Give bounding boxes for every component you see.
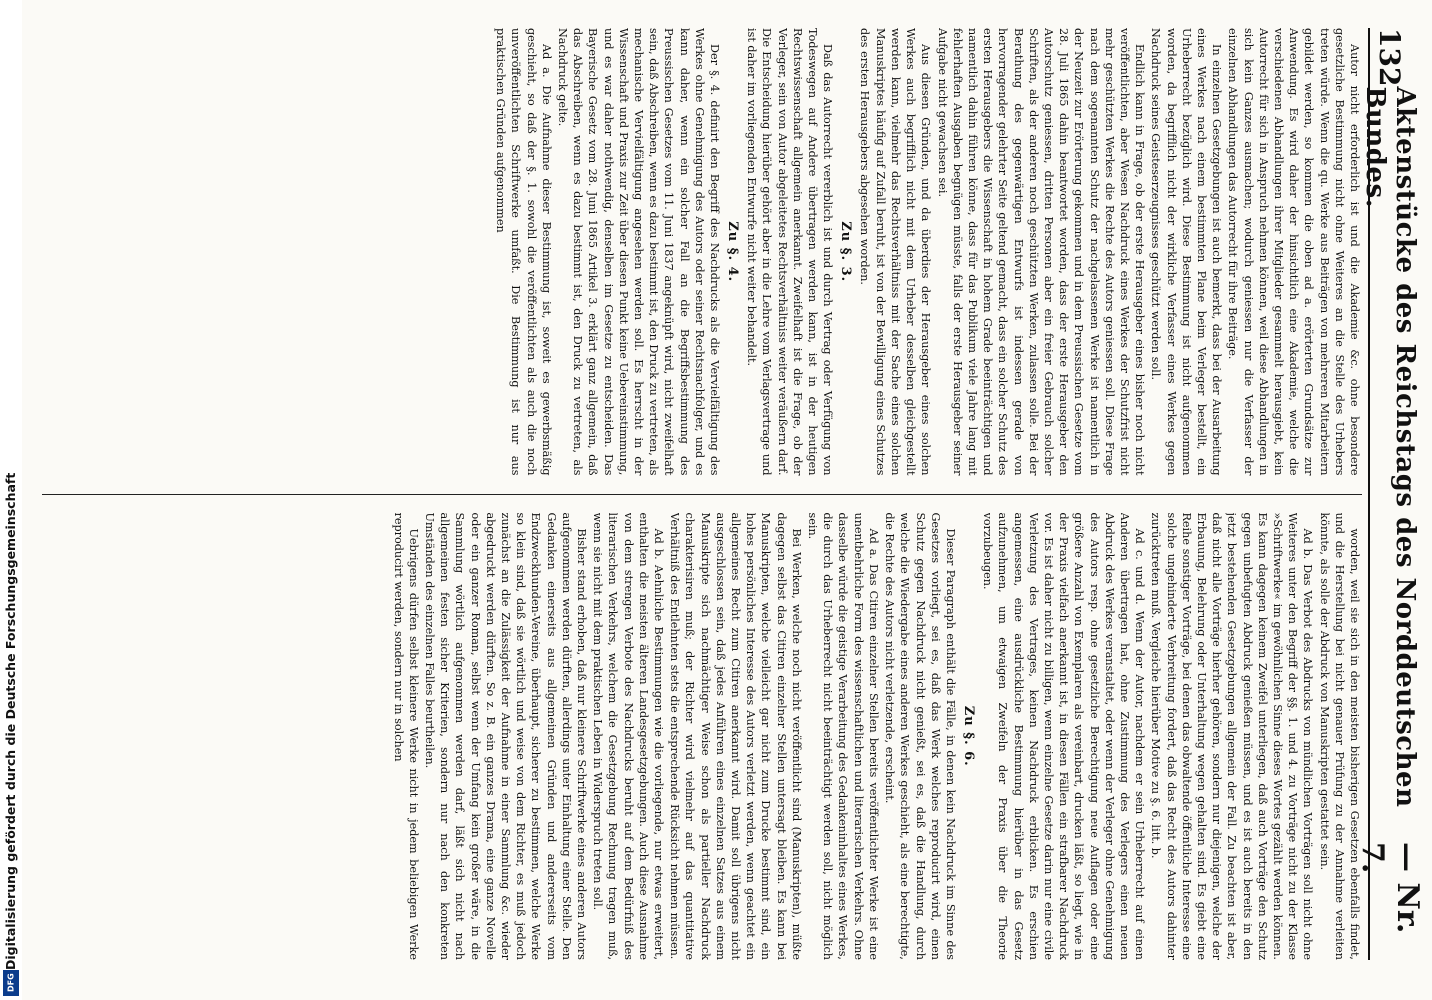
sidebar-strip [0, 0, 22, 1000]
scanned-page [22, 0, 1432, 1000]
paragraph: Ad a. Das Citiren einzelner Stellen bereits veröffentlichter Werke ist eine unentbehrliche Form des wissenschaftlichen und literarischen Verkehrs. Ohne dasselbe würde die geistige Verarbeitung des Gedankeninhaltes eines Werkes, die durch das Urheberrecht nicht beeinträchtigt werden soll, nicht möglich sein. [806, 512, 880, 960]
paragraph: Ad b. Das Verbot des Abdrucks von mündlichen Vorträgen soll nicht ohne Weiteres unter den Begriff der §§. 1. und 4. zu Vorträge nicht zu der Klasse »Schriftwerke« im gewöhnlichen Sinne dieses Wortes gezählt werden können. Es kann dagegen keinem Zweifel unterliegen, daß auch Vorträge den Schutz gegen unbefugten Abdruck genießen müssen, und es ist auch bereits in den jetzt bestehenden Gesetzgebungen allgemein der Fall. Zu beachten ist aber, daß nicht alle Vorträge hierher gehören, sondern nur diejenigen, welche der Erbauung, Belehrung oder Unterhaltung wegen gehalten sind. Es giebt eine Reihe sonstiger Vorträge, bei denen das obwaltende öffentliche Interesse eine solche ungehinderte Verbreitung fordert, daß das Recht des Autors dahinter zurücktreten muß. Vergleiche hierüber Motive zu §. 6. litt. b. [1149, 512, 1315, 960]
paragraph: Ad a. Die Aufnahme dieser Bestimmung ist, soweit es gewerbsmäßig geschieht, so daß der §. 1. sowohl die veröffentlichten als auch die noch unveröffentlichten Schriftwerke umfaßt. Die Bestimmung ist nur aus praktischen Gründen aufgenommen [494, 28, 553, 476]
section-heading: Zu §. 6. [960, 705, 976, 767]
paragraph: Endlich kann in Frage, ob der erste Herausgeber eines bisher noch nicht veröffentlichten, aber Wesen Nachdruck eines Werkes der Schutzfrist nicht mehr geschützten Werkes die Rechte des Autors geniessen soll. Diese Frage nach dem sogenannten Schutz der nachgelassenen Werke ist namentlich in der Neuzeit zur Erörterung gekommen und in dem Preussischen Gesetze vom 28. Juli 1865 dahin beantwortet worden, dass der erste Herausgeber den Autorschutz geniessen, dritten Personen aber ein freier Gebrauch solcher Schriften, als der anderen noch geschützten Werken, zulassen solle. Bei der Berathung des gegenwärtigen Entwurfs ist indessen gerade von hervorragender gelehrter Seite geltend gemacht, dass ein solcher Schutz des ersten Herausgebers die Wissenschaft in hohem Grade beeinträchtigen und namentlich dahin führen könne, dass für das Publikum viele Jahre lang mit fehlerhaften Ausgaben begnügen müsste, falls der erste Herausgeber seiner Aufgabe nicht gewachsen sei. [935, 28, 1147, 476]
paragraph: Ad c. und d. Wenn der Autor, nachdem er sein Urheberrecht auf einen Anderen übertragen hat, ohne Zustimmung des Verlegers einen neuen Abdruck des Werkes veranstaltet, oder wenn der Verleger ohne Genehmigung des Autors resp. ohne gesetzliche Berechtigung neue Auflagen oder eine größere Anzahl von Exemplaren als vereinbart, drucken läßt, so liegt, wie in der Praxis vielfach anerkannt ist, in diesen Fällen ein strafbarer Nachdruck vor. Es ist daher nicht zu billigen, wenn einzelne Gesetze darin nur eine civile Verletzung des Vertrages, keinen Nachdruck erblicken. Es erschien angemessen, eine ausdrückliche Bestimmung hierüber in das Gesetz aufzunehmen, um etwaigen Zweifeln der Praxis über die Theorie vorzubeugen. [981, 512, 1147, 960]
paragraph: Dieser Paragraph enthält die Fälle, in denen kein Nachdruck im Sinne des Gesetzes vorliegt, sei es, daß das Werk welches reproducirt wird, einen Schutz gegen Nachdruck nicht genießt, sei es, daß die Handlung, durch welche die Wiedergabe eines anderen Werkes geschieht, als eine berechtigte, die Rechte des Autors nicht verletzende, erscheint. [883, 512, 957, 960]
right-column [42, 513, 1362, 961]
paragraph: Autor nicht erforderlich ist und die Akademie &c. ohne besondere gesetzliche Bestimmung nicht ohne Weiteres an die Stelle des Urhebers treten würde. Wenn die qu. Werke aus Beiträgen von mehreren Mitarbeitern gebildet werden, so kommen die oben ad a. erörterten Grundsätze zur Anwendung. Es wird daher der hinsichtlich eine Akademie, welche die verschiedenen Abhandlungen ihrer Mitglieder gesammelt herausgiebt, kein Autorrecht für sich in Anspruch nehmen können, weil diese Abhandlungen in sich kein Ganzes ausmachen; wodurch geniessen nur die Verfasser der einzelnen Abhandlungen das Autorrecht für ihre Beiträge. [1226, 28, 1361, 476]
document-number: — Nr. 7. [1355, 841, 1425, 934]
running-title: Aktenstücke des Reichstags des Norddeutschen Bundes. [1360, 86, 1420, 808]
paragraph: Bei Werken, welche noch nicht veröffentlicht sind (Manuskripten), müßte dagegen selbst das Citiren einzelner Stellen untersagt bleiben. Es kann bei Manuskripten, welche vielleicht gar nicht zum Drucke bestimmt sind, ein hohes persönliches Interesse des Autors verletzt werden, wenn geachtet ein allgemeines Recht zum Citiren anerkannt wird. Damit soll übrigens nicht ausgeschlossen sein, daß jedes Anführen eines einzelnen Satzes aus einem Manuskripte sich nachmächtiger Weise schon als partieller Nachdruck charakterisiren muß; der Richter wird vielmehr auf das quantitative Verhältniß des Entlehnten stets die entsprechende Rücksicht nehmen müssen. [668, 512, 803, 960]
page-header [1355, 28, 1425, 960]
paragraph: Ad b. Aehnliche Bestimmungen wie die vorliegende, nur etwas erweitert, enthalten die meisten älteren Landesgesetzgebungen. Auch diese Ausnahme von dem strengen Verbote des Nachdrucks beruht auf dem Bedürfniß des literarischen Verkehrs, welchem die Gesetzgebung Rechnung tragen muß, wenn sie nicht mit dem praktischen Leben in Widerspruch treten soll. [591, 512, 666, 960]
paragraph: Bisher stand erhoben, daß nur kleinere Schriftwerke eines anderen Autors aufgenommen werden dürften, allerdings unter Einhaltung einer Stelle. Den Gedanken einerseits aus allgemeinen Gründen und andererseits vom Endzweckhunden-Vereine, überhaupt, sicherer zu bestimmen, welche Werke so klein sind, daß sie wörtlich und weise von dem Richter, es muß jedoch zunächst an die Zulässigkeit der Aufnahme in einer Sammlung &c. wieder abgedruckt werden dürften. So z. B. ein ganzes Drama, eine ganze Novelle oder ein ganzer Roman, selbst wenn der Umfang kein großer wäre, in die Sammlung wörtlich aufgenommen werden darf, läßt sich nicht nach allgemeinen festen sicher Kriterien, sondern nur nach den konkreten Umständen des einzelnen Falles beurtheilen. [423, 512, 589, 960]
paragraph: Uebrigens dürfen selbst kleinere Werke nicht in jedem beliebigen Werke reproducirt werden, sondern nur in solchen [391, 512, 420, 960]
rotated-page-content [22, 0, 1432, 1000]
column-divider [42, 494, 1362, 495]
section-heading: Zu §. 4. [725, 221, 741, 283]
paragraph: Aus diesen Gründen, und da überdies der Herausgeber eines solchen Werkes auch begrifflich nicht mit dem Urheber desselben gleichgestellt werden kann, vielmehr das Rechtsverhältniss mit der Sache eines solchen Manuskriptes häufig auf Zufall beruht, ist von der Bewilligung eines Schutzes des ersten Herausgebers abgesehen worden. [858, 28, 933, 476]
paragraph: Daß das Autorrecht vererblich ist und durch Vertrag oder Verfügung von Todeswegen auf Andere übertragen werden kann, ist in der heutigen Rechtswissenschaft allgemein anerkannt. Zweifelhaft ist die Frage, ob der Verleger, sein von Autor abgeleitetes Rechtsverhältniss weiter veräußern darf. Die Entscheidung hierüber gehört aber in die Lehre vom Verlagsvertrage und ist daher im vorliegenden Entwurfe nicht weiter behandelt. [745, 28, 835, 476]
left-column [42, 28, 1362, 476]
dfg-logo: DFG [3, 970, 19, 996]
section-heading: Zu §. 3. [838, 221, 854, 283]
digitization-credit: Digitalisierung gefördert durch die Deutsche Forschungsgemeinschaft [3, 472, 18, 970]
paragraph: worden, weil sie sich in den meisten bisherigen Gesetzen ebenfalls findet, und die Herstellung bei nicht genauer Prüfung zu der Annahme verleiten könnte, als solle der Abdruck von Manuskripten gestattet sein. [1317, 512, 1361, 960]
paragraph: Der §. 4. definirt den Begriff des Nachdrucks als die Vervielfältigung des Werkes ohne Genehmigung des Autors oder seiner Rechtsnachfolger, und es kann daher, wenn ein solcher Fall an die Begriffsbestimmung des Preussischen Gesetzes vom 11. Juni 1837 angeknüpft wird, nicht zweifelhaft sein, daß Abschreiben, wenn es dazu bestimmt ist, den Druck zu vertreten, als mechanische Vervielfältigung angesehen werden soll. Es herrscht in der Wissenschaft und Praxis zur Zeit über diesen Punkt keine Uebereinstimmung, und es war daher nothwendig, denselben im Gesetze zu entscheiden. Das Bayerische Gesetz vom 28. Juni 1865 Artikel 3. erklärt ganz allgemein, daß das Abschreiben, wenn es dazu bestimmt ist, den Druck zu vertreten, als Nachdruck gelte. [556, 28, 722, 476]
page-number: 132 [1373, 28, 1407, 87]
paragraph: In einzelnen Gesetzgebungen ist auch bemerkt, dass bei der Ausarbeitung eines Werkes nach einem bestimmten Plane beim Verleger bestellt, ein Urheberrecht bezüglich wird. Diese Bestimmung ist nicht aufgenommen worden, da begrifflich nicht der wirkliche Verfasser eines Werkes gegen Nachdruck seines Geisteserzeugnisses geschützt werden soll. [1149, 28, 1224, 476]
text-columns [42, 28, 1362, 960]
